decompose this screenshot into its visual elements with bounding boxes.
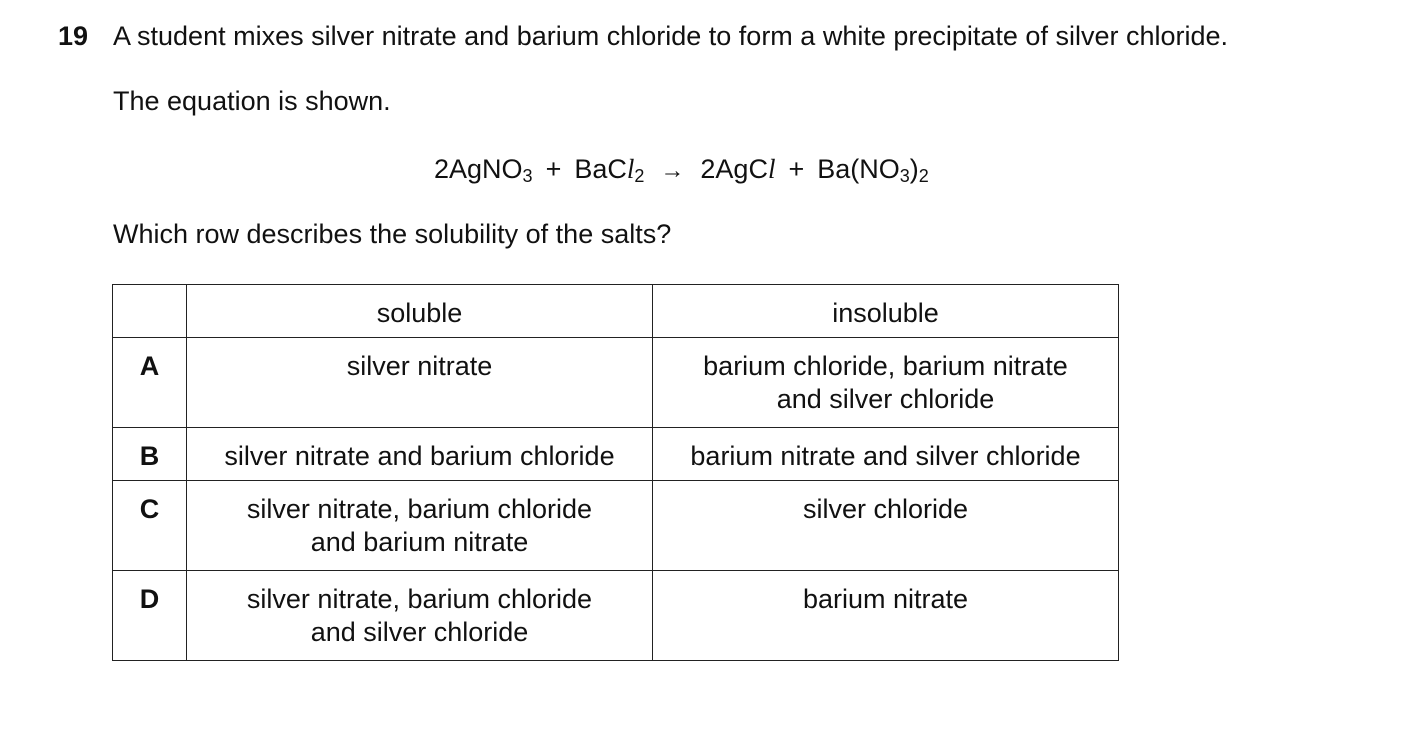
insoluble-cell-a (653, 338, 1119, 428)
soluble-text: silver nitrate, barium chloride (246, 584, 593, 614)
header-insoluble: insoluble (653, 285, 1119, 338)
reactant-silver-nitrate: 2AgNO$_3$ (434, 154, 533, 186)
reaction-arrow-icon: → (660, 157, 685, 184)
question-prompt: Which row describes the solubility of the salts? (113, 219, 672, 249)
table-row-b (113, 428, 1119, 481)
soluble-cell-d (187, 571, 653, 661)
plus-sign: + (788, 154, 805, 184)
insoluble-cell-d (653, 571, 1119, 661)
equation-intro: The equation is shown. (113, 86, 391, 116)
soluble-cell-b (187, 428, 653, 481)
answer-table (112, 284, 1119, 661)
question-number: 19 (58, 21, 89, 51)
table-row-a (113, 338, 1119, 428)
question-stem: A student mixes silver nitrate and barium chloride to form a white precipitate of silver chloride. (113, 21, 1229, 51)
insoluble-cell-c (653, 481, 1119, 571)
reactant-barium-chloride: BaCl$_2$ (574, 154, 645, 186)
chemical-equation (434, 152, 929, 188)
insoluble-cell-b (653, 428, 1119, 481)
soluble-cell-c (187, 481, 653, 571)
insoluble-text: barium nitrate (802, 584, 969, 614)
table-row-d (113, 571, 1119, 661)
insoluble-text: and silver chloride (776, 384, 995, 414)
soluble-text: silver nitrate, barium chloride (246, 494, 593, 524)
plus-sign: + (545, 154, 562, 184)
product-barium-nitrate: $Ba(NO_3)_2$ (817, 154, 929, 186)
option-letter-b: B (113, 428, 187, 481)
insoluble-text: barium nitrate and silver chloride (690, 441, 1081, 471)
soluble-cell-a (187, 338, 653, 428)
option-letter-a: A (113, 338, 187, 428)
option-letter-c: C (113, 481, 187, 571)
table-row-c (113, 481, 1119, 571)
header-soluble: soluble (187, 285, 653, 338)
soluble-text: and silver chloride (310, 617, 529, 647)
option-letter-d: D (113, 571, 187, 661)
soluble-text: and barium nitrate (310, 527, 529, 557)
insoluble-text: barium chloride, barium nitrate (703, 351, 1068, 381)
soluble-text: silver nitrate (346, 351, 493, 381)
product-silver-chloride: 2AgCl (700, 154, 776, 184)
table-header-row (113, 285, 1119, 338)
soluble-text: silver nitrate and barium chloride (224, 441, 615, 471)
insoluble-text: silver chloride (802, 494, 969, 524)
header-blank-cell (113, 285, 187, 338)
